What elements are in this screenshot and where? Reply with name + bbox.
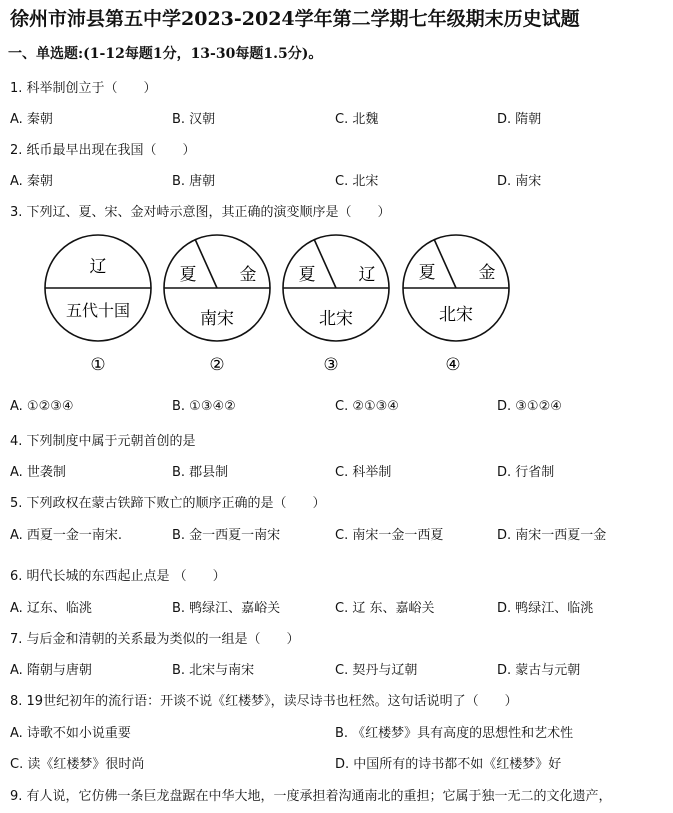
question-8-option-b[interactable]: B. 《红楼梦》具有高度的思想性和艺术性 [335,726,574,741]
circle-3-top-left-label: 夏 [298,265,316,285]
question-4-option-b[interactable]: B. 郡县制 [172,465,229,480]
question-4-option-d[interactable]: D. 行省制 [497,465,555,480]
question-2-option-c[interactable]: C. 北宋 [335,174,379,189]
circle-1-number: ① [90,355,106,375]
question-8-option-c[interactable]: C. 读《红楼梦》很时尚 [10,757,145,772]
circle-4-top-left-label: 夏 [418,263,436,283]
question-1-option-b[interactable]: B. 汉朝 [172,112,216,127]
question-1-option-a[interactable]: A. 秦朝 [10,112,53,127]
circle-2-top-left-label: 夏 [179,265,197,285]
section-heading: 一、单选题:(1-12每题1分，13-30每题1.5分)。 [8,46,323,62]
question-5-stem: 5. 下列政权在蒙古铁蹄下败亡的顺序正确的是（ ） [10,496,326,511]
diagram-circle-1 [45,235,151,375]
circle-2-number: ② [209,355,225,375]
circle-1-top-label: 辽 [89,257,107,277]
question-5-option-a[interactable]: A. 西夏一金一南宋. [10,528,123,543]
question-6-option-c[interactable]: C. 辽 东、嘉峪关 [335,601,435,616]
question-1-option-d[interactable]: D. 隋朝 [497,112,542,127]
question-2-option-b[interactable]: B. 唐朝 [172,174,216,189]
circle-2-top-right-label: 金 [239,265,257,285]
question-4-option-a[interactable]: A. 世袭制 [10,465,66,480]
circle-4-number: ④ [445,355,461,375]
question-4-option-c[interactable]: C. 科举制 [335,465,392,480]
question-3-option-d[interactable]: D. ③①②④ [497,399,562,414]
question-3-option-b[interactable]: B. ①③④② [172,399,236,414]
circle-2-bottom-label: 南宋 [200,309,234,329]
question-8-option-d[interactable]: D. 中国所有的诗书都不如《红楼梦》好 [335,757,562,772]
circle-3-bottom-label: 北宋 [319,309,353,329]
question-2-option-a[interactable]: A. 秦朝 [10,174,53,189]
question-1-option-c[interactable]: C. 北魏 [335,112,379,127]
diagram-circle-4 [403,235,509,375]
question-3-option-a[interactable]: A. ①②③④ [10,399,74,414]
question-2-option-d[interactable]: D. 南宋 [497,174,542,189]
question-7-option-a[interactable]: A. 隋朝与唐朝 [10,663,92,678]
question-6-option-d[interactable]: D. 鸭绿江、临洮 [497,601,594,616]
question-8-option-a[interactable]: A. 诗歌不如小说重要 [10,726,131,741]
circle-4-bottom-label: 北宋 [439,305,473,325]
question-7-option-c[interactable]: C. 契丹与辽朝 [335,663,418,678]
question-5-option-b[interactable]: B. 金一西夏一南宋 [172,528,281,543]
question-7-option-b[interactable]: B. 北宋与南宋 [172,663,255,678]
diagram-circle-3 [283,235,389,375]
circle-3-top-right-label: 辽 [358,265,376,285]
question-3-stem: 3. 下列辽、夏、宋、金对峙示意图，其正确的演变顺序是（ ） [10,205,391,220]
question-3-option-c[interactable]: C. ②①③④ [335,399,399,414]
circle-1-bottom-label: 五代十国 [65,301,131,320]
question-5-option-d[interactable]: D. 南宋一西夏一金 [497,528,607,543]
question-6-stem: 6. 明代长城的东西起止点是 （ ） [10,569,226,584]
circle-3-number: ③ [323,355,339,375]
question-5-option-c[interactable]: C. 南宋一金一西夏 [335,528,444,543]
regimes-diagram [0,228,673,380]
circle-4-top-right-label: 金 [478,263,496,283]
diagram-circle-2 [164,235,270,375]
question-6-option-a[interactable]: A. 辽东、临洮 [10,601,92,616]
question-7-stem: 7. 与后金和清朝的关系最为类似的一组是（ ） [10,632,300,647]
question-8-stem: 8. 19世纪初年的流行语：开谈不说《红楼梦》，读尽诗书也枉然。这句话说明了（ ） [10,694,518,709]
question-9-stem: 9. 有人说，它仿佛一条巨龙盘踞在中华大地，一度承担着沟通南北的重担；它属于独一无二的文化遗产， [10,789,612,804]
question-7-option-d[interactable]: D. 蒙古与元朝 [497,663,581,678]
question-2-stem: 2. 纸币最早出现在我国（ ） [10,143,196,158]
question-4-stem: 4. 下列制度中属于元朝首创的是 [10,434,196,449]
question-1-stem: 1. 科举制创立于（ ） [10,81,157,96]
question-6-option-b[interactable]: B. 鸭绿江、嘉峪关 [172,601,281,616]
page-title: 徐州市沛县第五中学2023-2024学年第二学期七年级期末历史试题 [10,8,580,30]
